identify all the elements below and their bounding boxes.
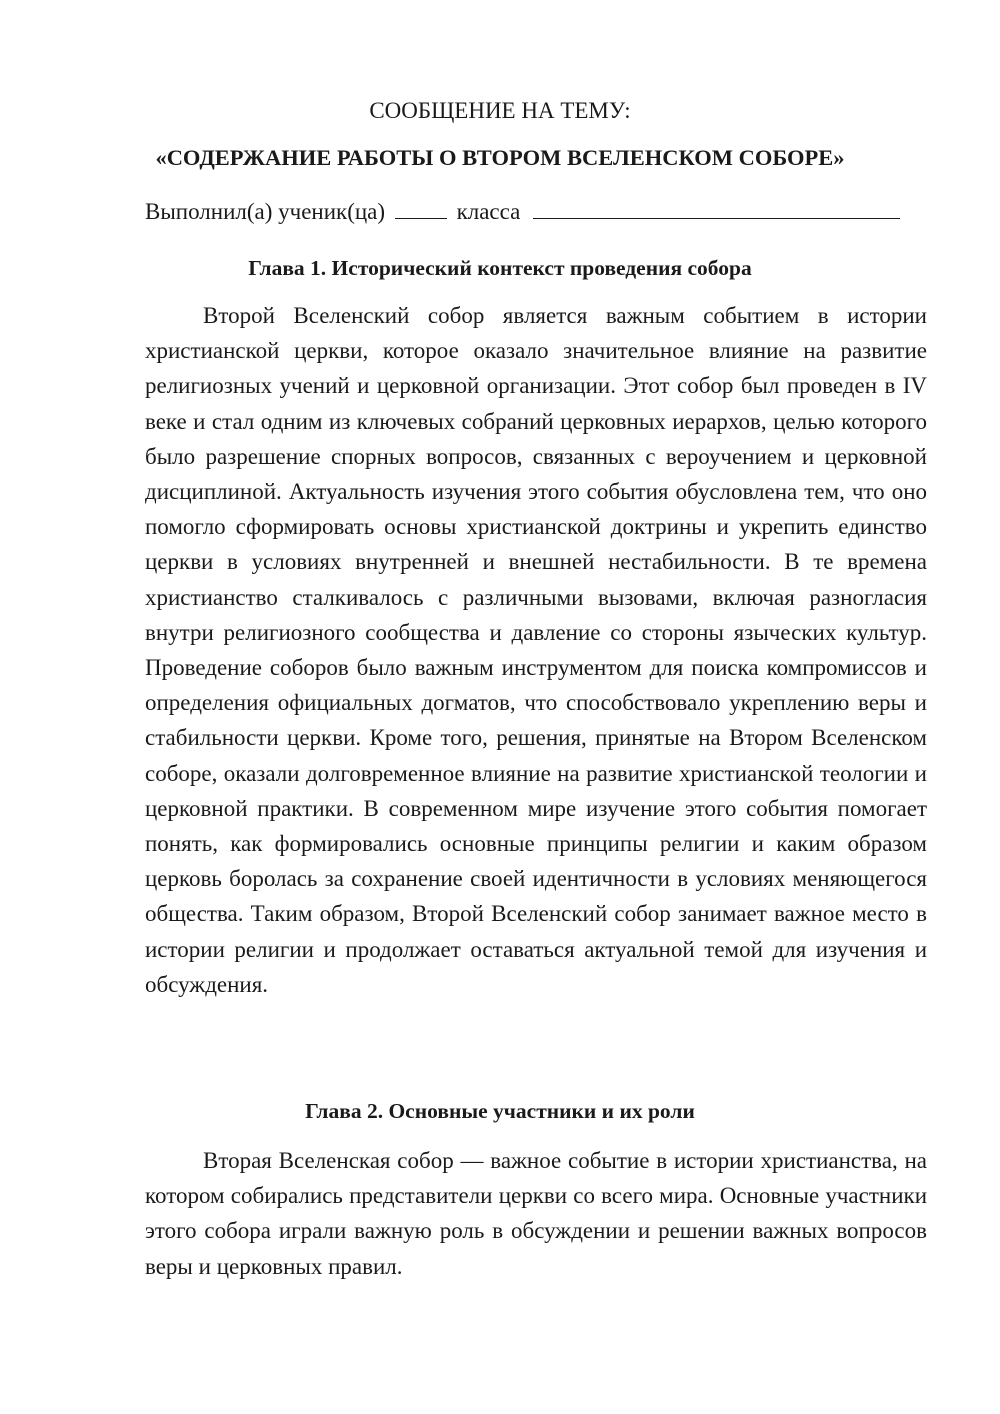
chapter-1-paragraph: Второй Вселенский собор является важным событием в истории христианской церкви, которое оказало значительное влияние на развитие религиозных учений и церковной организации. Этот собор был проведен в IV веке и стал одним из ключевых собраний церковных иерархов, целью которого было разрешение спорных вопросов, связанных с вероучением и церковной дисциплиной. Актуальность изучения этого события обусловлена тем, что оно помогло сформировать основы христианской доктрины и укрепить единство церкви в условиях внутренней и внешней нестабильности. В те времена христианство сталкивалось с различными вызовами, включая разногласия внутри религиозного сообщества и давление со стороны языческих культур. Проведение соборов было важным инструментом для поиска компромиссов и определения официальных догматов, что способствовало укреплению веры и стабильности церкви. Кроме того, решения, принятые на Втором Вселенском соборе, оказали долговременное влияние на развитие христианской теологии и церковной практики. В современном мире изучение этого события помогает понять, как формировались основные принципы религии и каким образом церковь боролась за сохранение своей идентичности в условиях меняющегося общества. Таким образом, Второй Вселенский собор занимает важное место в истории религии и продолжает оставаться актуальной темой для изучения и обсуждения.	[145, 303, 927, 997]
name-blank-field	[533, 196, 900, 219]
author-line	[145, 196, 900, 227]
grade-blank-field	[395, 196, 447, 219]
document-heading-line-1: СООБЩЕНИЕ НА ТЕМУ:	[369, 98, 631, 123]
class-label: класса	[456, 199, 521, 224]
chapter-1-title: Глава 1. Исторический контекст проведения собора	[248, 256, 752, 280]
chapter-2-title: Глава 2. Основные участники и их роли	[305, 1099, 695, 1123]
performed-by-label: Выполнил(а) ученик(ца)	[145, 199, 386, 224]
chapter-2-paragraph: Вторая Вселенская собор — важное событие в истории христианства, на котором собирались представители церкви со всего мира. Основные участники этого собора играли важную роль в обсуждении и решении важных вопросов веры и церковных правил.	[145, 1148, 927, 1279]
document-heading-line-2: «СОДЕРЖАНИЕ РАБОТЫ О ВТОРОМ ВСЕЛЕНСКОМ СОБОРЕ»	[155, 145, 845, 170]
